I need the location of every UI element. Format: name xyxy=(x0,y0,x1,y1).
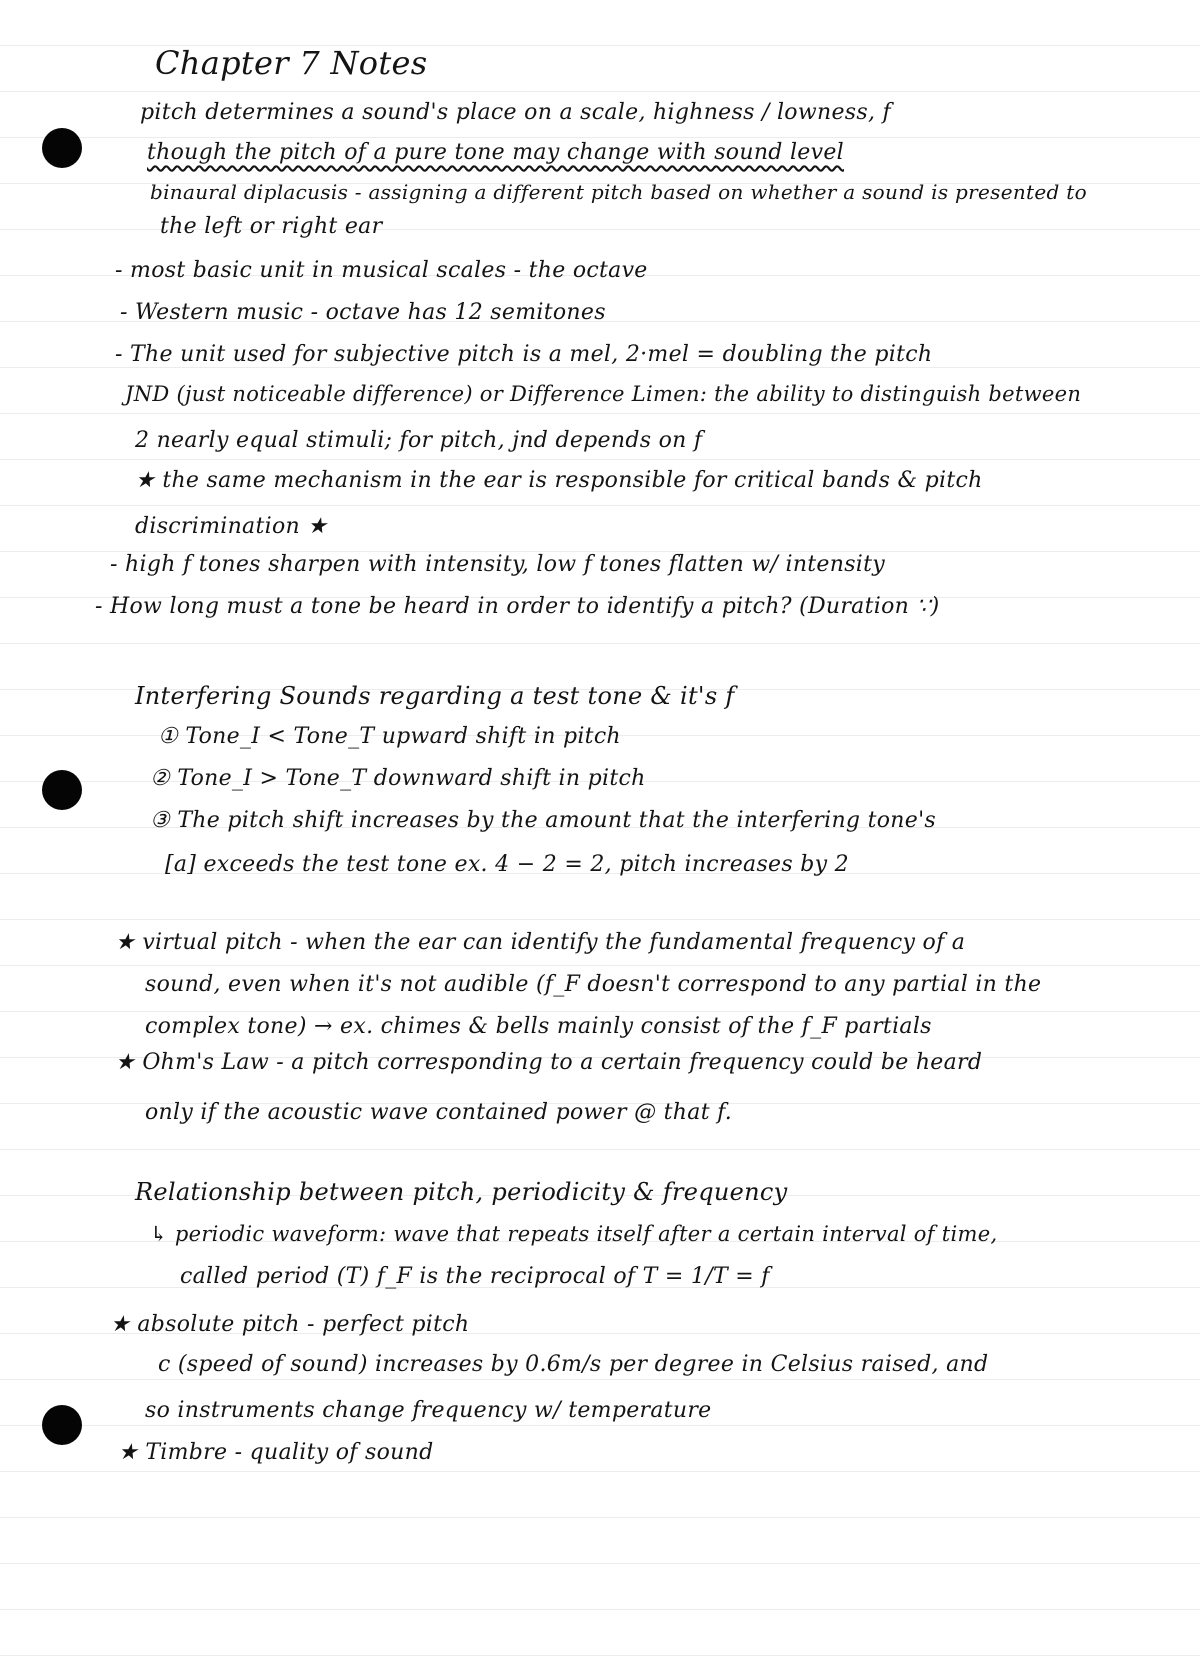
note-line: called period (T) f_F is the reciprocal of T = 1/T = f xyxy=(180,1264,770,1289)
note-line: - most basic unit in musical scales - the octave xyxy=(115,258,648,283)
note-line: so instruments change frequency w/ temperature xyxy=(145,1398,712,1423)
note-line-absolute-pitch: ★ absolute pitch - perfect pitch xyxy=(110,1312,470,1337)
note-line: ③ The pitch shift increases by the amount that the interfering tone's xyxy=(150,808,937,833)
note-line: ↳ periodic waveform: wave that repeats itself after a certain interval of time, xyxy=(150,1222,998,1246)
note-line-virtual-pitch: ★ virtual pitch - when the ear can identify the fundamental frequency of a xyxy=(115,930,966,955)
note-line: the left or right ear xyxy=(160,214,383,239)
note-line-timbre: ★ Timbre - quality of sound xyxy=(118,1440,434,1465)
section-heading-relationship: Relationship between pitch, periodicity & frequency xyxy=(135,1178,788,1206)
note-line: c (speed of sound) increases by 0.6m/s per degree in Celsius raised, and xyxy=(158,1352,989,1377)
note-line: - The unit used for subjective pitch is a mel, 2·mel = doubling the pitch xyxy=(115,342,933,367)
note-line: [a] exceeds the test tone ex. 4 − 2 = 2, pitch increases by 2 xyxy=(165,852,849,877)
note-line: ① Tone_I < Tone_T upward shift in pitch xyxy=(158,724,621,749)
note-line: though the pitch of a pure tone may change with sound level xyxy=(147,140,845,165)
note-line: sound, even when it's not audible (f_F doesn't correspond to any partial in the xyxy=(145,972,1042,997)
note-line: binaural diplacusis - assigning a different pitch based on whether a sound is presented to xyxy=(150,180,1087,204)
binder-hole-middle xyxy=(42,770,82,810)
page-title: Chapter 7 Notes xyxy=(155,44,428,82)
note-line: ★ the same mechanism in the ear is responsible for critical bands & pitch xyxy=(135,468,983,493)
note-line: discrimination ★ xyxy=(135,514,328,539)
note-line: only if the acoustic wave contained power @ that f. xyxy=(145,1100,733,1125)
note-line-ohms-law: ★ Ohm's Law - a pitch corresponding to a certain frequency could be heard xyxy=(115,1050,983,1075)
note-line: pitch determines a sound's place on a scale, highness / lowness, f xyxy=(140,100,891,125)
binder-hole-top xyxy=(42,128,82,168)
note-line: complex tone) → ex. chimes & bells mainly consist of the f_F partials xyxy=(145,1014,932,1039)
note-line: - Western music - octave has 12 semitones xyxy=(120,300,606,325)
note-line: 2 nearly equal stimuli; for pitch, jnd depends on f xyxy=(135,428,703,453)
note-line: JND (just noticeable difference) or Difference Limen: the ability to distinguish between xyxy=(125,382,1082,406)
section-heading-interfering-sounds: Interfering Sounds regarding a test tone & it's f xyxy=(135,682,735,710)
note-line: - How long must a tone be heard in order to identify a pitch? (Duration ∵) xyxy=(95,594,940,619)
note-line: - high f tones sharpen with intensity, low f tones flatten w/ intensity xyxy=(110,552,886,577)
note-line: ② Tone_I > Tone_T downward shift in pitch xyxy=(150,766,646,791)
binder-hole-bottom xyxy=(42,1405,82,1445)
